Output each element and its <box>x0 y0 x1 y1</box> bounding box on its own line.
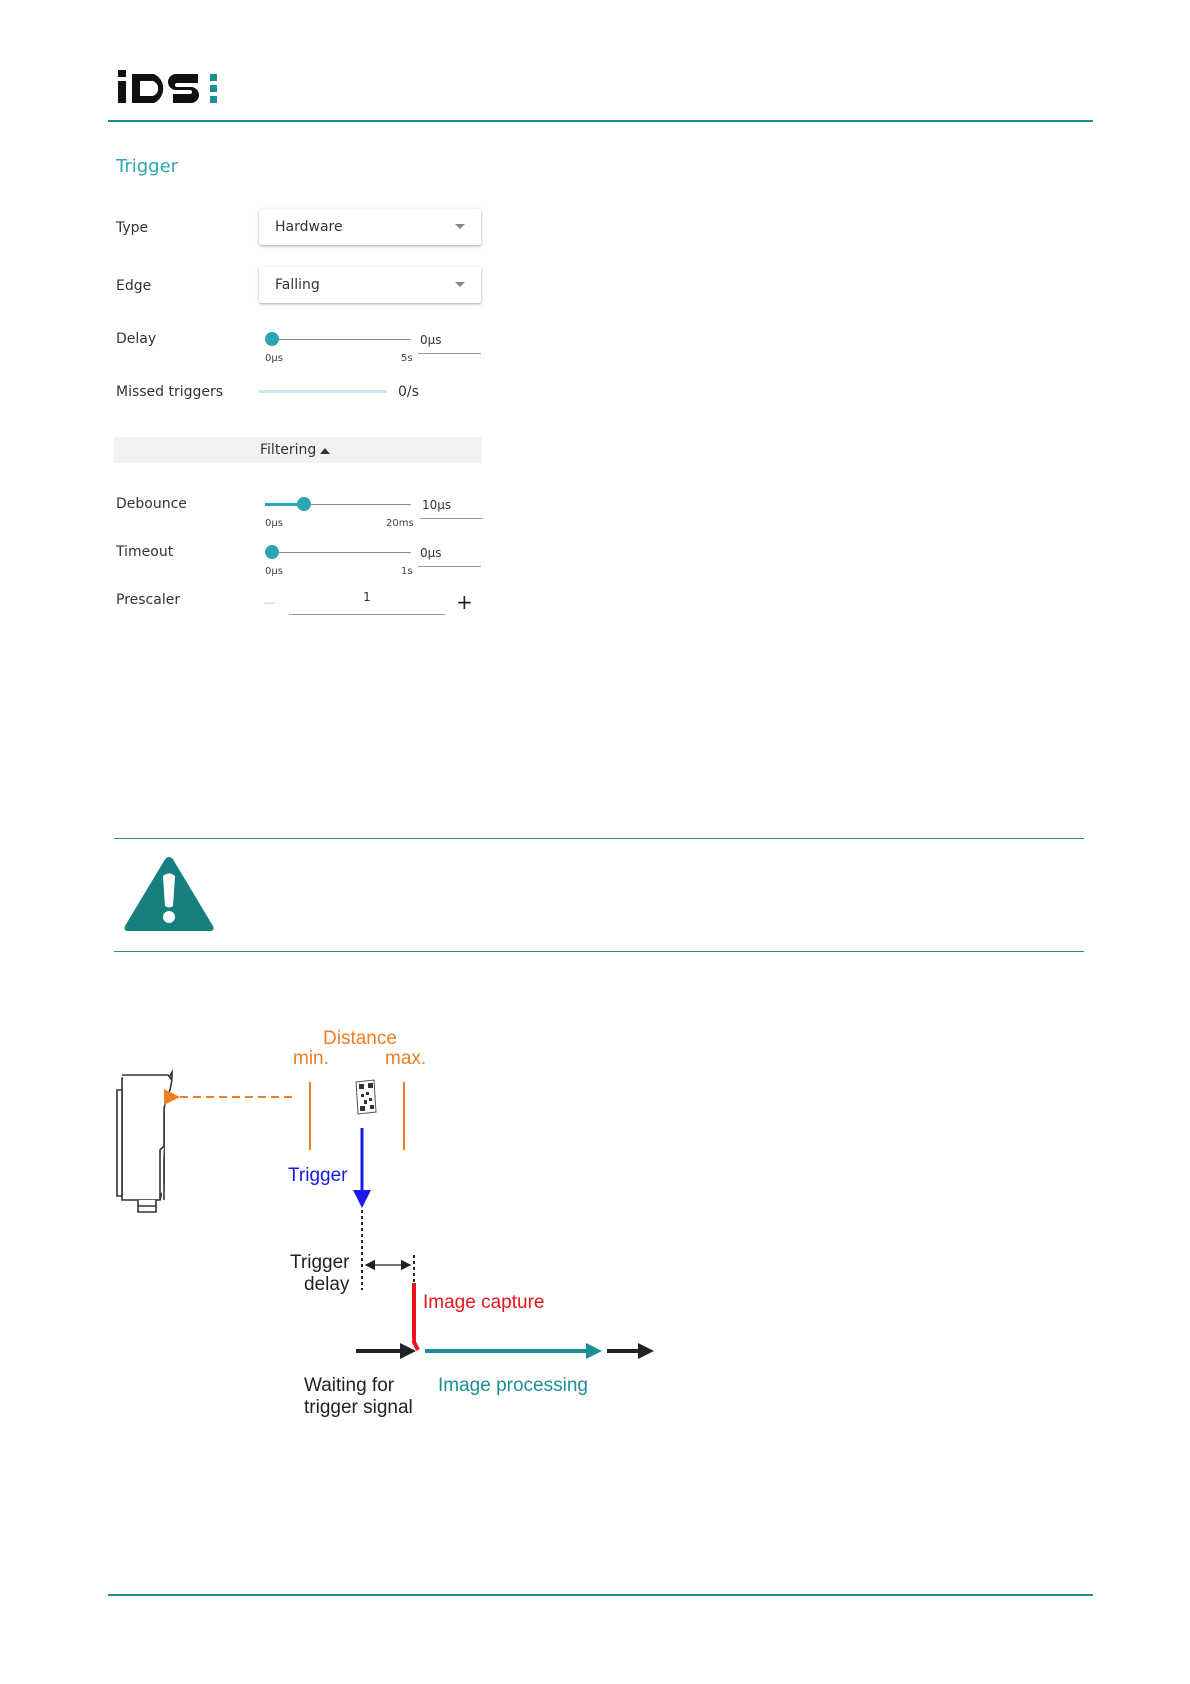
warning-top-rule <box>114 838 1084 839</box>
chevron-up-icon <box>320 448 330 454</box>
trigger-label: Trigger <box>288 1165 348 1186</box>
chevron-down-icon <box>455 282 465 287</box>
timeout-min: 0µs <box>265 566 283 577</box>
delay-label: Delay <box>116 331 157 347</box>
ids-logo-graphic <box>118 68 230 108</box>
min-label: min. <box>293 1048 329 1069</box>
waiting-label-1: Waiting for <box>304 1375 395 1396</box>
missed-triggers-bar <box>259 390 387 393</box>
ids-logo <box>118 68 230 112</box>
slider-thumb[interactable] <box>265 332 279 346</box>
prescaler-increment-button[interactable]: + <box>456 590 473 614</box>
image-processing-label: Image processing <box>438 1375 588 1396</box>
trigger-delay-label-1: Trigger <box>290 1252 350 1273</box>
type-label: Type <box>116 220 149 236</box>
warning-bottom-rule <box>114 951 1084 952</box>
missed-triggers-label: Missed triggers <box>116 384 224 400</box>
type-select-value: Hardware <box>275 219 343 235</box>
delay-value-field[interactable] <box>418 331 481 354</box>
waiting-label-2: trigger signal <box>304 1397 413 1418</box>
type-select[interactable] <box>259 209 481 245</box>
slider-track <box>265 339 411 340</box>
trigger-title: Trigger <box>116 156 179 177</box>
qr-code-icon <box>356 1080 376 1114</box>
slider-thumb[interactable] <box>265 545 279 559</box>
filtering-label: Filtering <box>260 442 317 458</box>
delay-min: 0µs <box>265 353 283 364</box>
distance-label: Distance <box>323 1028 397 1049</box>
prescaler-label: Prescaler <box>116 592 181 608</box>
filtering-toggle[interactable] <box>114 437 482 463</box>
prescaler-input[interactable] <box>289 590 445 615</box>
footer-rule <box>108 1594 1093 1596</box>
warning-triangle-icon <box>122 854 216 934</box>
timeout-value-field[interactable] <box>418 544 481 567</box>
trigger-delay-label-2: delay <box>304 1274 350 1295</box>
max-label: max. <box>385 1048 427 1069</box>
debounce-label: Debounce <box>116 496 187 512</box>
debounce-max: 20ms <box>386 518 414 529</box>
chevron-down-icon <box>455 224 465 229</box>
warning-icon <box>122 854 216 938</box>
delay-value: 0µs <box>420 333 442 347</box>
header-rule <box>108 120 1093 122</box>
image-capture-label: Image capture <box>423 1292 545 1313</box>
debounce-value: 10µs <box>422 498 452 512</box>
slider-thumb[interactable] <box>297 497 311 511</box>
missed-triggers-value: 0/s <box>398 384 419 400</box>
debounce-min: 0µs <box>265 518 283 529</box>
delay-max: 5s <box>401 353 413 364</box>
prescaler-value: 1 <box>363 590 371 604</box>
edge-select-value: Falling <box>275 277 320 293</box>
edge-label: Edge <box>116 278 152 294</box>
timeout-value: 0µs <box>420 546 442 560</box>
timeout-label: Timeout <box>116 544 174 560</box>
slider-track <box>265 552 411 553</box>
timeout-max: 1s <box>401 566 413 577</box>
camera-icon <box>117 1072 172 1212</box>
edge-select[interactable] <box>259 267 481 303</box>
prescaler-decrement-button[interactable]: — <box>264 596 275 609</box>
debounce-value-field[interactable] <box>420 496 483 519</box>
